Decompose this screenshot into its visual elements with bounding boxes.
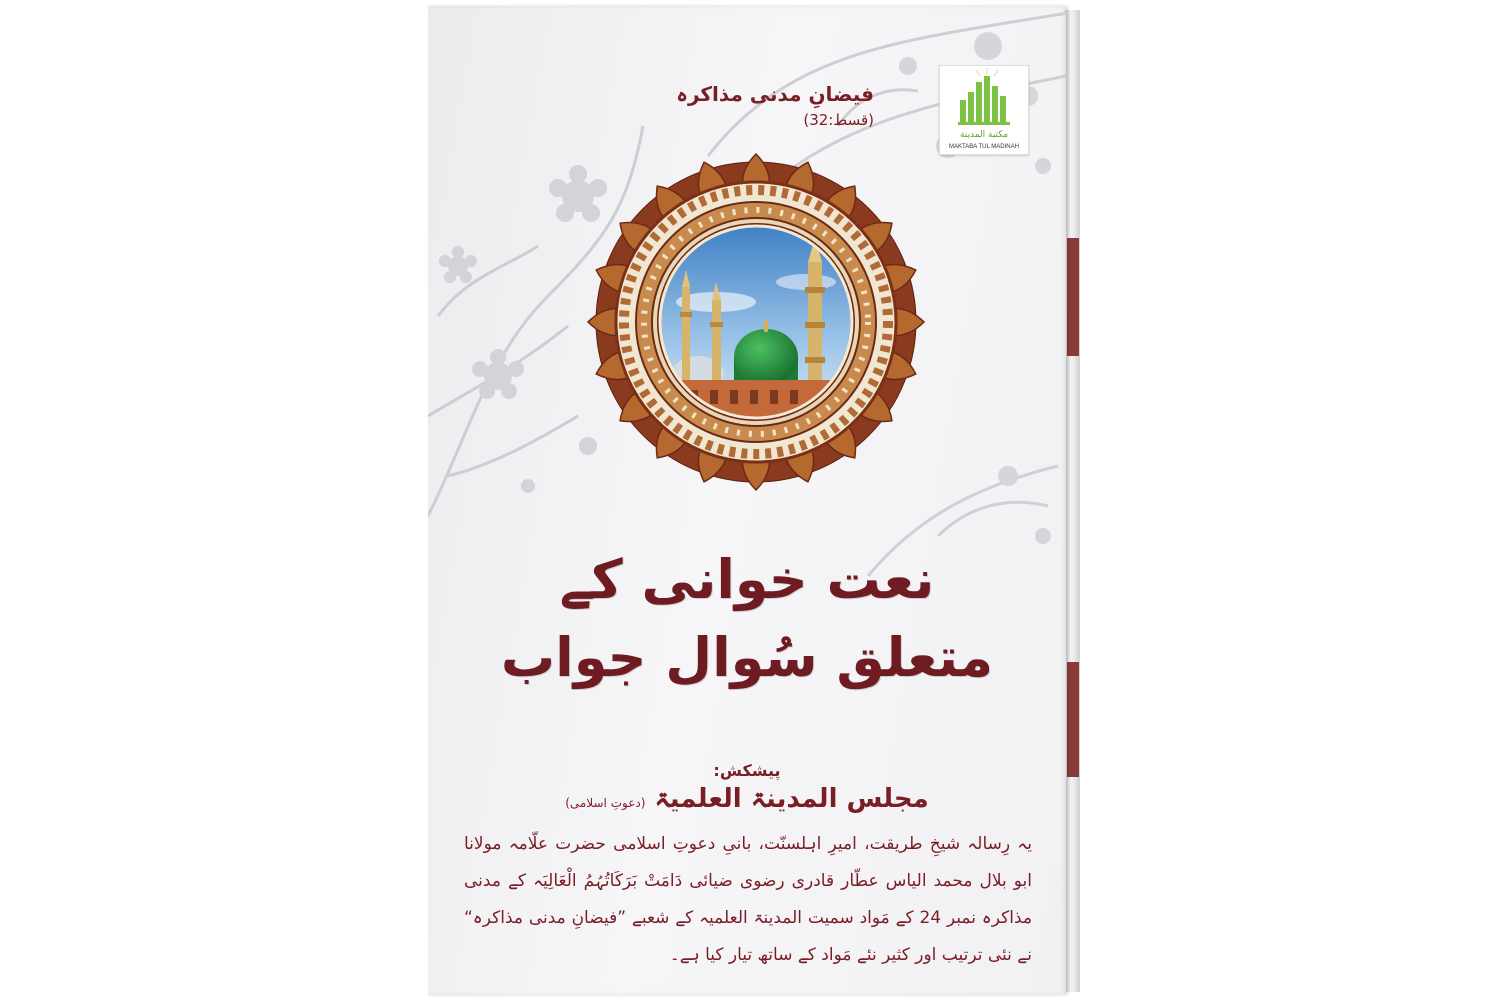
logo-arabic-text: مكتبة المدينة	[959, 130, 1009, 140]
presented-by-label: پیشکش:	[713, 761, 781, 780]
organization-title: مجلس المدینۃ العلمیۃ	[654, 784, 929, 814]
book-cover	[428, 6, 1066, 995]
building-logo-icon	[940, 66, 1028, 130]
book-spine-edge	[1066, 10, 1080, 992]
book-title-line-1: نعت خوانی کے	[559, 548, 935, 611]
description-paragraph: یہ رِسالہ شیخِ طریقت، امیرِ اہلسنّت، بانیِ دعوتِ اسلامی حضرت علّامہ مولانا ابو بلال محمد الیاس عطّار قادری رضوی ضیائی دَامَتْ بَرَکَاتُہُمُ الْعَالِیَہ کے مدنی مذاکرہ نمبر 24 کے مَواد سمیت المدینۃ العلمیہ کے شعبے ”فیضانِ مدنی مذاکرہ“ نے نئی ترتیب اور کثیر نئے مَواد کے ساتھ تیار کیا ہے۔	[464, 834, 1032, 965]
organization-name	[428, 784, 1066, 814]
mosque-medallion	[586, 152, 926, 492]
book-title-line-2: متعلق سُوال جواب	[500, 626, 994, 689]
series-episode: (قسط:32)	[803, 111, 874, 129]
organization-subtitle: (دعوتِ اسلامی)	[565, 796, 646, 810]
series-title-text: فیضانِ مدنی مذاکرہ	[676, 82, 874, 106]
series-title	[614, 82, 874, 130]
spine-mark-bottom	[1067, 662, 1079, 777]
spine-mark-top	[1067, 238, 1079, 356]
publisher-logo	[939, 65, 1029, 155]
logo-caption: MAKTABA TUL MADINAH	[949, 144, 1019, 150]
